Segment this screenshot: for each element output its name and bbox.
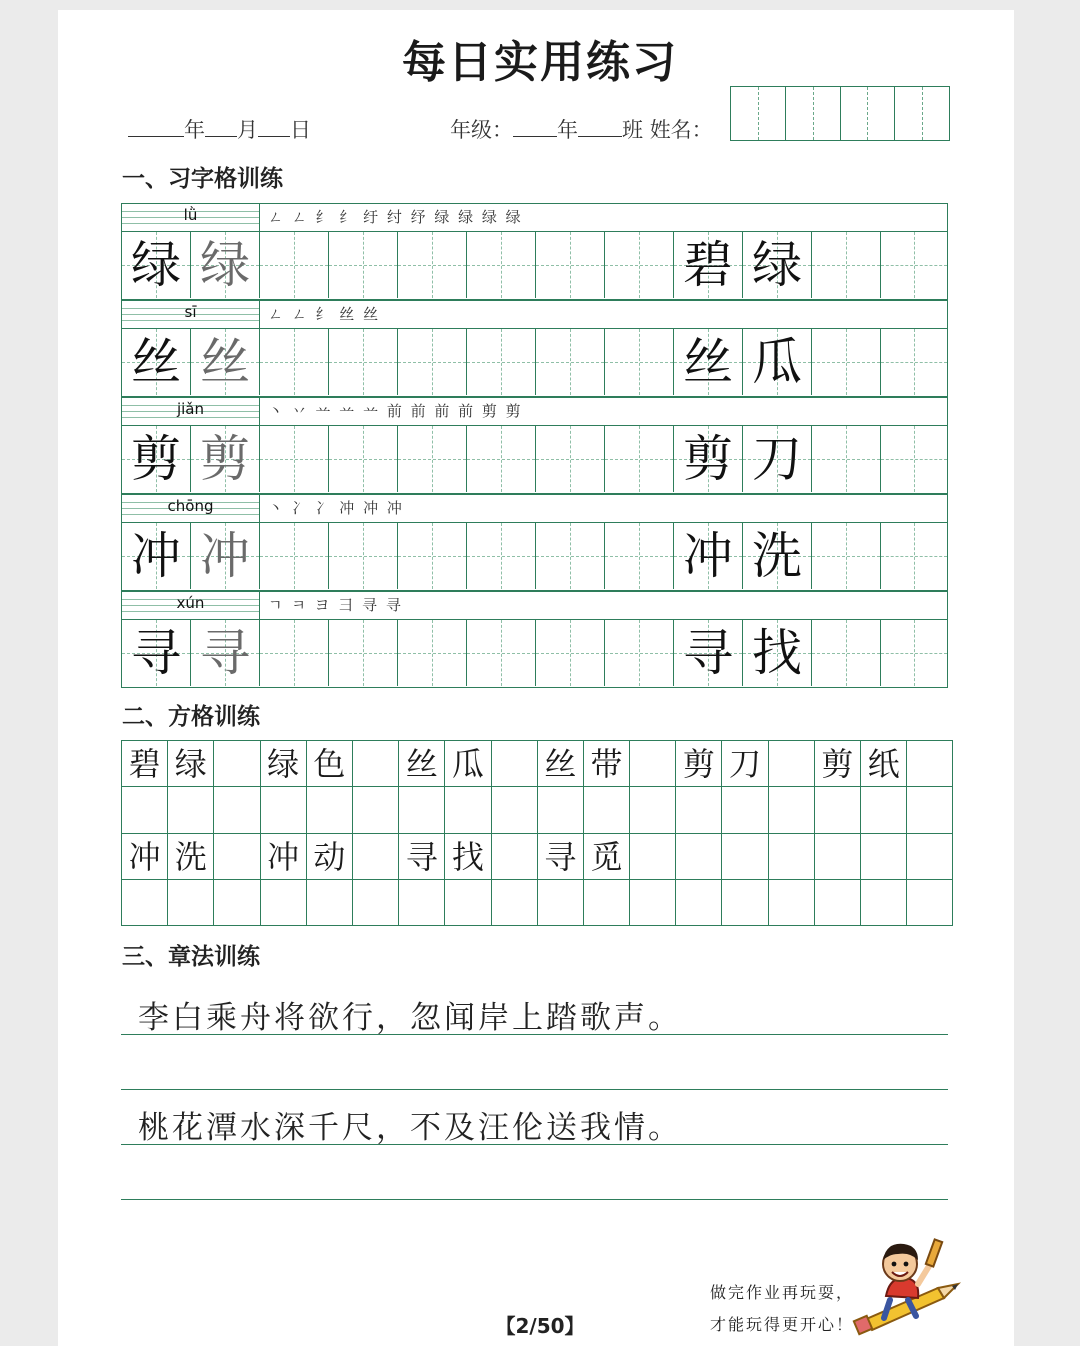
square-cell: 找 — [445, 834, 491, 880]
square-cell[interactable] — [676, 787, 722, 833]
square-cell[interactable] — [261, 787, 307, 833]
month-label: 月 — [237, 118, 258, 142]
tianzige-cell — [674, 426, 743, 492]
pinyin-lines — [122, 495, 260, 522]
model-character: 丝 — [131, 333, 181, 391]
tianzige-row — [121, 231, 948, 300]
square-cell[interactable] — [492, 787, 538, 833]
square-cell[interactable] — [861, 880, 907, 926]
tianzige-cell[interactable] — [812, 620, 881, 686]
tianzige-cell[interactable] — [812, 329, 881, 395]
name-label: 姓名： — [649, 118, 713, 142]
square-cell[interactable] — [907, 741, 953, 787]
square-cell[interactable] — [214, 880, 260, 926]
tianzige-cell[interactable] — [329, 620, 398, 686]
tianzige-cell — [743, 426, 812, 492]
square-cell[interactable] — [769, 880, 815, 926]
square-cell[interactable] — [353, 834, 399, 880]
square-cell[interactable] — [214, 834, 260, 880]
word-character: 丝 — [683, 333, 733, 391]
tianzige-cell[interactable] — [881, 426, 947, 492]
pinyin-text: lǜ — [183, 206, 198, 224]
square-cell: 纸 — [861, 741, 907, 787]
tianzige-cell[interactable] — [467, 329, 536, 395]
date-line — [128, 114, 311, 144]
pinyin-lines — [122, 301, 260, 328]
year-label: 年 — [184, 118, 205, 142]
tianzige-cell[interactable] — [536, 620, 605, 686]
section3-heading: 三、章法训练 — [122, 944, 260, 970]
pinyin-lines — [122, 398, 260, 425]
trace-character: 冲 — [200, 527, 250, 585]
stroke-order: ㄥ ㄥ 纟 丝 丝 — [268, 305, 381, 323]
tianzige-cell[interactable] — [881, 329, 947, 395]
pinyin-band — [121, 591, 948, 619]
writing-rule — [121, 1144, 948, 1145]
name-box-cell[interactable] — [731, 87, 786, 140]
trace-character: 绿 — [200, 236, 250, 294]
square-cell[interactable] — [630, 834, 676, 880]
square-cell: 寻 — [399, 834, 445, 880]
square-cell[interactable] — [907, 880, 953, 926]
square-cell[interactable] — [261, 880, 307, 926]
square-cell[interactable] — [538, 787, 584, 833]
square-cell[interactable] — [584, 880, 630, 926]
word-character: 找 — [752, 624, 802, 682]
square-cell[interactable] — [722, 880, 768, 926]
tianzige-cell — [191, 523, 260, 589]
tianzige-cell[interactable] — [812, 523, 881, 589]
tianzige-row — [121, 425, 948, 494]
square-cell[interactable] — [769, 741, 815, 787]
square-cell[interactable] — [214, 787, 260, 833]
square-cell: 绿 — [168, 741, 214, 787]
tianzige-cell[interactable] — [467, 232, 536, 298]
square-cell: 觅 — [584, 834, 630, 880]
tianzige-cell — [122, 620, 191, 686]
pinyin-text: sī — [184, 303, 197, 321]
tianzige-cell[interactable] — [881, 620, 947, 686]
tianzige-cell — [122, 523, 191, 589]
trace-character: 剪 — [200, 430, 250, 488]
tianzige-cell[interactable] — [329, 523, 398, 589]
square-cell[interactable] — [538, 880, 584, 926]
year-blank[interactable] — [128, 119, 184, 137]
model-character: 绿 — [131, 236, 181, 294]
tianzige-cell — [191, 329, 260, 395]
trace-character: 寻 — [200, 624, 250, 682]
square-cell[interactable] — [353, 787, 399, 833]
grade-year-label: 年 — [557, 118, 578, 142]
tianzige-cell[interactable] — [329, 426, 398, 492]
tianzige-cell[interactable] — [605, 329, 674, 395]
tianzige-cell — [191, 232, 260, 298]
pinyin-lines — [122, 592, 260, 619]
square-cell[interactable] — [399, 880, 445, 926]
square-grid — [121, 740, 953, 926]
tianzige-cell[interactable] — [398, 232, 467, 298]
tip-line-1: 做完作业再玩耍， — [710, 1283, 855, 1302]
pinyin-band — [121, 203, 948, 231]
square-cell: 冲 — [122, 834, 168, 880]
tianzige-cell — [743, 329, 812, 395]
class-blank[interactable] — [578, 119, 622, 137]
tianzige-cell[interactable] — [398, 329, 467, 395]
square-cell[interactable] — [722, 787, 768, 833]
tianzige-cell[interactable] — [536, 232, 605, 298]
name-box-cell[interactable] — [895, 87, 949, 140]
name-boxes[interactable] — [730, 86, 950, 141]
square-cell[interactable] — [353, 880, 399, 926]
tianzige-cell[interactable] — [398, 426, 467, 492]
tianzige-cell[interactable] — [260, 523, 329, 589]
grade-blank[interactable] — [513, 119, 557, 137]
writing-rule — [121, 1034, 948, 1035]
grade-line — [450, 114, 713, 144]
tianzige-row — [121, 522, 948, 591]
tianzige-cell[interactable] — [812, 232, 881, 298]
square-cell[interactable] — [399, 787, 445, 833]
poem-line-1: 李白乘舟将欲行，忽闻岸上踏歌声。 — [138, 1000, 682, 1036]
pinyin-lines — [122, 204, 260, 231]
tianzige-cell — [674, 329, 743, 395]
pinyin-band — [121, 397, 948, 425]
writing-rule — [121, 1089, 948, 1090]
grade-label: 年级： — [450, 118, 513, 142]
day-blank[interactable] — [258, 119, 290, 137]
section2-heading: 二、方格训练 — [122, 704, 260, 730]
tianzige-cell — [743, 232, 812, 298]
square-cell[interactable] — [907, 834, 953, 880]
square-cell: 动 — [307, 834, 353, 880]
tianzige-cell — [743, 620, 812, 686]
section1-heading: 一、习字格训练 — [122, 166, 283, 192]
square-cell[interactable] — [630, 787, 676, 833]
square-cell[interactable] — [630, 880, 676, 926]
tip-line-2: 才能玩得更开心！ — [710, 1315, 855, 1334]
name-box-cell[interactable] — [841, 87, 896, 140]
square-cell: 寻 — [538, 834, 584, 880]
square-cell[interactable] — [861, 834, 907, 880]
tianzige-cell — [122, 426, 191, 492]
tianzige-row — [121, 328, 948, 397]
tianzige-cell[interactable] — [605, 232, 674, 298]
square-cell: 刀 — [722, 741, 768, 787]
square-cell[interactable] — [722, 834, 768, 880]
stroke-order: ㄥ ㄥ 纟 纟 纡 纣 纾 绿 绿 绿 绿 — [268, 208, 523, 226]
square-cell: 剪 — [815, 741, 861, 787]
model-character: 寻 — [131, 624, 181, 682]
word-character: 剪 — [683, 430, 733, 488]
model-character: 剪 — [131, 430, 181, 488]
square-cell: 带 — [584, 741, 630, 787]
square-cell: 剪 — [676, 741, 722, 787]
square-cell[interactable] — [769, 834, 815, 880]
pinyin-text: xún — [176, 594, 205, 612]
square-cell[interactable] — [307, 787, 353, 833]
tianzige-cell[interactable] — [260, 329, 329, 395]
square-cell: 碧 — [122, 741, 168, 787]
tianzige-cell[interactable] — [260, 426, 329, 492]
tianzige-cell[interactable] — [467, 426, 536, 492]
tianzige-cell[interactable] — [881, 523, 947, 589]
square-cell[interactable] — [815, 787, 861, 833]
day-label: 日 — [290, 118, 311, 142]
square-cell[interactable] — [630, 741, 676, 787]
square-cell[interactable] — [214, 741, 260, 787]
tianzige-cell[interactable] — [536, 523, 605, 589]
word-character: 瓜 — [752, 333, 802, 391]
poem-line-2: 桃花潭水深千尺，不及汪伦送我情。 — [138, 1110, 682, 1146]
square-cell[interactable] — [492, 880, 538, 926]
square-cell: 瓜 — [445, 741, 491, 787]
tianzige-cell[interactable] — [260, 620, 329, 686]
square-cell[interactable] — [445, 880, 491, 926]
tianzige-cell[interactable] — [605, 523, 674, 589]
pinyin-band — [121, 300, 948, 328]
square-cell[interactable] — [492, 834, 538, 880]
square-cell[interactable] — [445, 787, 491, 833]
square-cell: 丝 — [399, 741, 445, 787]
month-blank[interactable] — [205, 119, 237, 137]
tianzige-cell[interactable] — [260, 232, 329, 298]
class-label: 班 — [622, 118, 643, 142]
square-cell[interactable] — [122, 880, 168, 926]
tianzige-cell[interactable] — [329, 329, 398, 395]
tianzige-cell[interactable] — [812, 426, 881, 492]
square-cell[interactable] — [861, 787, 907, 833]
cartoon-boy-on-pencil-icon — [846, 1236, 962, 1336]
tianzige-cell — [674, 523, 743, 589]
pinyin-text: chōng — [167, 497, 214, 515]
page-title: 每日实用练习 — [402, 37, 678, 88]
word-character: 绿 — [752, 236, 802, 294]
tianzige-cell[interactable] — [467, 620, 536, 686]
tianzige-cell[interactable] — [605, 620, 674, 686]
square-cell[interactable] — [584, 787, 630, 833]
square-cell[interactable] — [769, 787, 815, 833]
tianzige-cell — [674, 620, 743, 686]
tianzige-cell[interactable] — [881, 232, 947, 298]
model-character: 冲 — [131, 527, 181, 585]
word-character: 刀 — [752, 430, 802, 488]
tianzige-cell — [674, 232, 743, 298]
tianzige-cell[interactable] — [605, 426, 674, 492]
square-cell: 洗 — [168, 834, 214, 880]
square-cell[interactable] — [492, 741, 538, 787]
tianzige-cell — [122, 232, 191, 298]
stroke-order: 丶 冫 冫 冲 冲 冲 — [268, 499, 404, 517]
tianzige-cell[interactable] — [398, 523, 467, 589]
square-cell: 色 — [307, 741, 353, 787]
square-cell[interactable] — [353, 741, 399, 787]
pinyin-band — [121, 494, 948, 522]
square-cell: 冲 — [261, 834, 307, 880]
page-number: 【2/50】 — [495, 1314, 585, 1338]
square-cell[interactable] — [307, 880, 353, 926]
stroke-order: 丶 丷 䒑 䒑 䒑 前 前 前 前 剪 剪 — [268, 402, 523, 420]
square-cell[interactable] — [168, 787, 214, 833]
square-cell[interactable] — [168, 880, 214, 926]
tianzige-row — [121, 619, 948, 688]
square-cell[interactable] — [122, 787, 168, 833]
stroke-order: ㄱ ㅋ ヨ 彐 寻 寻 — [268, 596, 403, 614]
square-cell[interactable] — [676, 834, 722, 880]
square-cell: 绿 — [261, 741, 307, 787]
name-box-cell[interactable] — [786, 87, 841, 140]
trace-character: 丝 — [200, 333, 250, 391]
tianzige-cell[interactable] — [398, 620, 467, 686]
square-cell[interactable] — [815, 880, 861, 926]
square-cell[interactable] — [815, 834, 861, 880]
word-character: 寻 — [683, 624, 733, 682]
word-character: 洗 — [752, 527, 802, 585]
tianzige-cell — [191, 426, 260, 492]
word-character: 冲 — [683, 527, 733, 585]
tianzige-cell[interactable] — [536, 329, 605, 395]
tianzige-cell — [743, 523, 812, 589]
tianzige-cell — [191, 620, 260, 686]
tianzige-cell — [122, 329, 191, 395]
tianzige-cell[interactable] — [536, 426, 605, 492]
tianzige-cell[interactable] — [329, 232, 398, 298]
pinyin-text: jiǎn — [176, 400, 205, 418]
square-cell[interactable] — [907, 787, 953, 833]
square-cell: 丝 — [538, 741, 584, 787]
word-character: 碧 — [683, 236, 733, 294]
tianzige-cell[interactable] — [467, 523, 536, 589]
writing-rule — [121, 1199, 948, 1200]
square-cell[interactable] — [676, 880, 722, 926]
